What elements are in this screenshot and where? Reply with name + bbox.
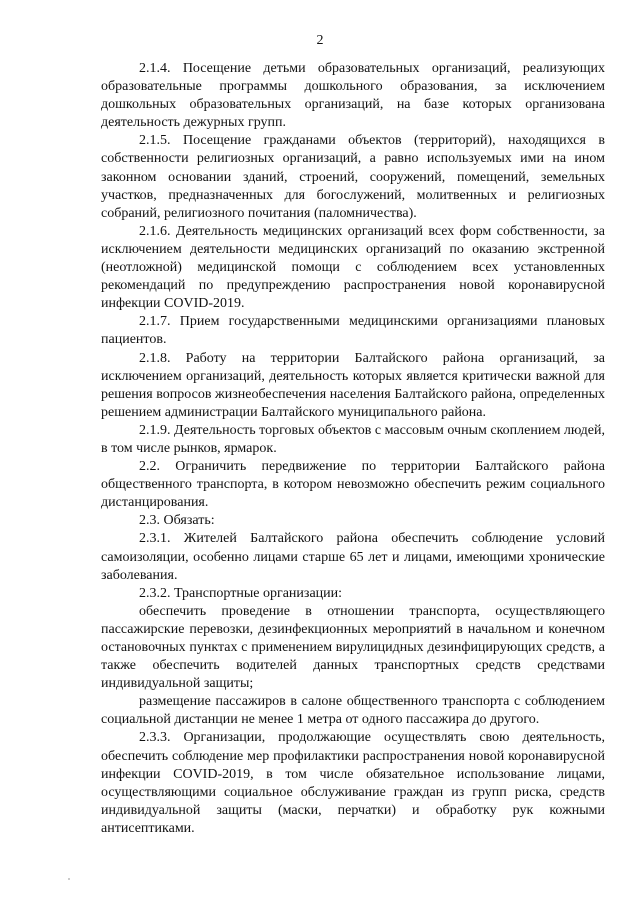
paragraph-2-1-9: 2.1.9. Деятельность торговых объектов с массовым очным скоплением людей, в том числе рынков, ярмарок. <box>101 422 605 456</box>
paragraph-2-1-5: 2.1.5. Посещение гражданами объектов (территорий), находящихся в собственности религиозных организаций, а равно используемых ими на ином законном основании зданий, строений, сооружений, помещений, земельных участков, предназначенных для богослужений, молитвенных и религиозных собраний, религиозного почитания (паломничества). <box>101 133 605 221</box>
paragraph-2-1-7: 2.1.7. Прием государственными медицинскими организациями плановых пациентов. <box>101 314 605 348</box>
paragraph-2-2: 2.2. Ограничить передвижение по территории Балтайского района общественного транспорта, в котором невозможно обеспечить режим социального дистанцирования. <box>101 459 605 511</box>
paragraph-2-1-8: 2.1.8. Работу на территории Балтайского района организаций, за исключением организаций, деятельность которых является критически важной для решения вопросов жизнеобеспечения населения Балтайского района, определенных решением администрации Балтайского муниципального района. <box>101 350 605 420</box>
paragraph-2-3-2-item-2: размещение пассажиров в салоне общественного транспорта с соблюдением социальной дистанции не менее 1 метра от одного пассажира до другого. <box>101 694 605 728</box>
paragraph-2-3-3: 2.3.3. Организации, продолжающие осуществлять свою деятельность, обеспечить соблюдение мер профилактики распространения новой коронавирусной инфекции COVID-2019, в том числе обязательное использование лицами, осуществляющими социальное обслуживание граждан из групп риска, средств индивидуальной защиты (маски, перчатки) и обработку рук кожными антисептиками. <box>101 730 605 836</box>
paragraph-2-1-6: 2.1.6. Деятельность медицинских организаций всех форм собственности, за исключением деятельности медицинских организаций по оказанию экстренной (неотложной) медицинской помощи с соблюдением всех установленных рекомендаций по предупреждению распространения новой коронавирусной инфекции COVID-2019. <box>101 223 605 312</box>
paragraph-2-3-1: 2.3.1. Жителей Балтайского района обеспечить соблюдение условий самоизоляции, особенно лицами старше 65 лет и лицами, имеющими хронические заболевания. <box>101 531 605 583</box>
scan-speck <box>68 878 70 880</box>
document-body <box>101 60 605 838</box>
paragraph-2-3: 2.3. Обязать: <box>139 513 215 529</box>
paragraph-2-1-4: 2.1.4. Посещение детьми образовательных организаций, реализующих образовательные программы дошкольного образования, за исключением дошкольных образовательных организаций, на базе которых организована деятельность дежурных групп. <box>101 61 605 131</box>
page-number: 2 <box>316 33 324 48</box>
paragraph-2-3-2-item-1: обеспечить проведение в отношении транспорта, осуществляющего пассажирские перевозки, дезинфекционных мероприятий в начальном и конечном остановочных пунктах с применением вирулицидных дезинфицирующих средств, а также обеспечить водителей данных транспортных средств средствами индивидуальной защиты; <box>101 603 605 692</box>
paragraph-2-3-2: 2.3.2. Транспортные организации: <box>139 585 343 601</box>
